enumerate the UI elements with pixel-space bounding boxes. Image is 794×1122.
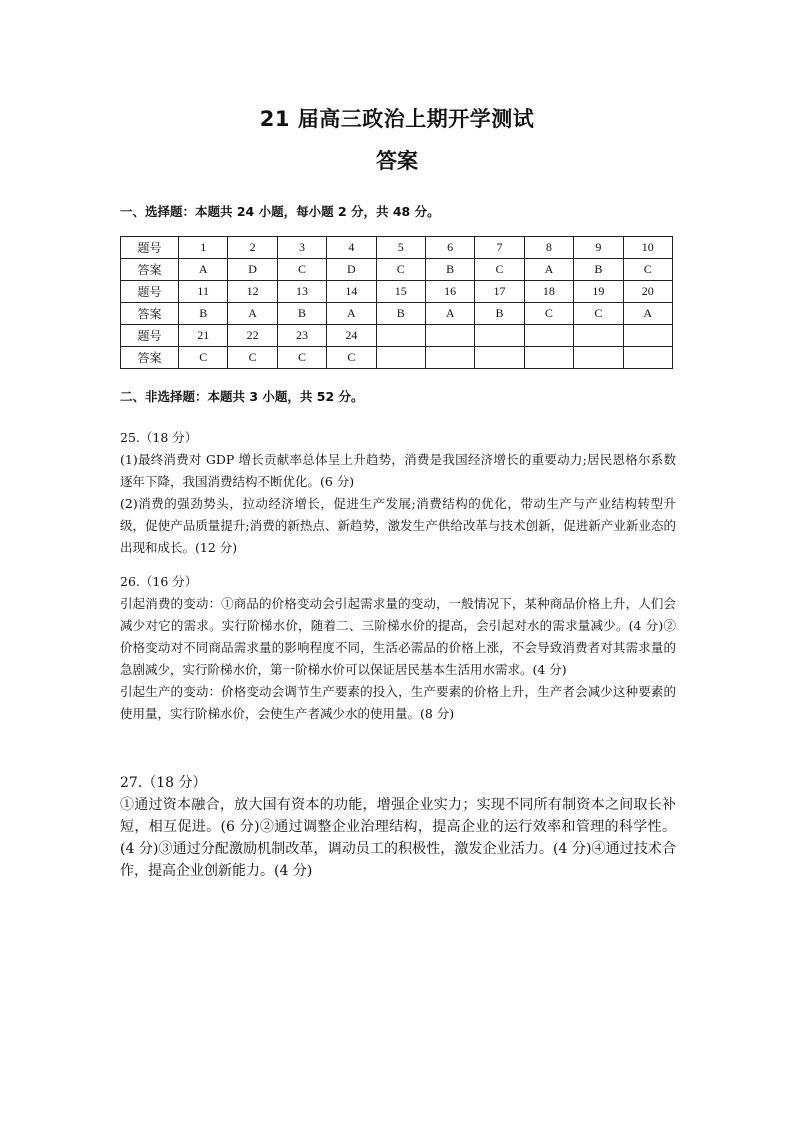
answer-table-cell [524, 325, 573, 347]
answer-table-cell: 4 [327, 237, 376, 259]
answer-table-cell: C [376, 259, 425, 281]
answer-table-row [121, 303, 673, 325]
answer-table-cell: 19 [574, 281, 623, 303]
answer-table-cell: C [524, 303, 573, 325]
answer-table-cell: D [327, 259, 376, 281]
answer-table-row-label: 答案 [121, 259, 179, 281]
answer-table-cell [475, 347, 524, 369]
answer-table-cell: A [228, 303, 277, 325]
question-27-answer: ①通过资本融合，放大国有资本的功能，增强企业实力；实现不同所有制资本之间取长补短，相互促进。(6 分)②通过调整企业治理结构，提高企业的运行效率和管理的科学性。(4 分)③通过分配激励机制改革，调动员工的积极性，激发企业活力。(4 分)④通过技术合作，提高企业创新能力。(4 分) [120, 797, 676, 879]
answer-table-cell: 21 [179, 325, 228, 347]
answer-table-row [121, 237, 673, 259]
answer-table-cell [574, 325, 623, 347]
section-2-heading: 二、非选择题：本题共 3 小题，共 52 分。 [120, 389, 364, 404]
answer-table-cell [425, 325, 474, 347]
answer-table-cell: 12 [228, 281, 277, 303]
answer-table [120, 236, 673, 369]
answer-table-row-label: 答案 [121, 303, 179, 325]
answer-table-cell: A [623, 303, 672, 325]
answer-table-cell: A [179, 259, 228, 281]
answer-table-cell: C [179, 347, 228, 369]
answer-table-cell: B [574, 259, 623, 281]
answer-table-cell: 14 [327, 281, 376, 303]
answer-table-cell: B [376, 303, 425, 325]
answer-table-cell: 15 [376, 281, 425, 303]
answer-table-row [121, 347, 673, 369]
question-25-part-2: (2)消费的强劲势头，拉动经济增长，促进生产发展;消费结构的优化，带动生产与产业结构转型升级，促使产品质量提升;消费的新热点、新趋势，激发生产供给改革与技术创新，促进新产业新业态的出现和成长。(12 分) [120, 496, 676, 555]
answer-table-cell: C [574, 303, 623, 325]
section-1-heading: 一、选择题：本题共 24 小题，每小题 2 分，共 48 分。 [120, 204, 440, 219]
answer-table-row-label: 题号 [121, 325, 179, 347]
answer-table-cell: C [623, 259, 672, 281]
answer-table-cell: B [425, 259, 474, 281]
answer-table-cell: 3 [277, 237, 326, 259]
answer-table-row-label: 题号 [121, 281, 179, 303]
answer-table-cell [376, 347, 425, 369]
answer-table-cell [524, 347, 573, 369]
answer-table-cell: 2 [228, 237, 277, 259]
answer-table-cell: B [179, 303, 228, 325]
question-26 [120, 571, 676, 725]
answer-table-cell: A [524, 259, 573, 281]
page-title: 21 届高三政治上期开学测试 [259, 107, 535, 131]
answer-table-cell: C [277, 347, 326, 369]
answer-table-cell: D [228, 259, 277, 281]
answer-table-row [121, 325, 673, 347]
answer-table-row-label: 答案 [121, 347, 179, 369]
answer-table-cell: 13 [277, 281, 326, 303]
question-27-number: 27.（18 分） [120, 775, 207, 791]
answer-table-cell: 20 [623, 281, 672, 303]
answer-table-cell: 7 [475, 237, 524, 259]
answer-table-cell [623, 325, 672, 347]
answer-table-cell: C [228, 347, 277, 369]
answer-table-cell [574, 347, 623, 369]
question-25-number: 25.（18 分） [120, 430, 198, 445]
answer-table-cell: 23 [277, 325, 326, 347]
answer-table-cell: C [327, 347, 376, 369]
answer-table-cell: 17 [475, 281, 524, 303]
answer-table-cell: A [327, 303, 376, 325]
answer-table-cell: 5 [376, 237, 425, 259]
answer-table-row [121, 259, 673, 281]
answer-table-cell: 9 [574, 237, 623, 259]
answer-table-cell: 16 [425, 281, 474, 303]
answer-table-cell: 8 [524, 237, 573, 259]
question-26-part-2: 引起生产的变动：价格变动会调节生产要素的投入，生产要素的价格上升，生产者会减少这种要素的使用量，实行阶梯水价，会使生产者减少水的使用量。(8 分) [120, 684, 676, 721]
answer-table-cell: C [277, 259, 326, 281]
answer-table-cell: 6 [425, 237, 474, 259]
answer-table-cell: 24 [327, 325, 376, 347]
answer-table-cell: B [277, 303, 326, 325]
answer-table-cell: 11 [179, 281, 228, 303]
answer-table-cell [376, 325, 425, 347]
question-26-part-1: 引起消费的变动：①商品的价格变动会引起需求量的变动，一般情况下，某种商品价格上升，人们会减少对它的需求。实行阶梯水价，随着二、三阶梯水价的提高，会引起对水的需求量减少。(4 分)②价格变动对不同商品需求量的影响程度不同，生活必需品的价格上涨，不会导致消费者对其需求量的急剧减少，实行阶梯水价，第一阶梯水价可以保证居民基本生活用水需求。(4 分) [120, 596, 676, 677]
answer-table-row-label: 题号 [121, 237, 179, 259]
answer-table-cell: 22 [228, 325, 277, 347]
question-25 [120, 427, 676, 559]
answer-table-cell: B [475, 303, 524, 325]
question-27 [120, 772, 676, 882]
answer-table-cell [475, 325, 524, 347]
answer-table-cell: A [425, 303, 474, 325]
question-25-part-1: (1)最终消费对 GDP 增长贡献率总体呈上升趋势，消费是我国经济增长的重要动力;居民恩格尔系数逐年下降，我国消费结构不断优化。(6 分) [120, 452, 676, 489]
answer-table-cell: 1 [179, 237, 228, 259]
answer-table-cell: C [475, 259, 524, 281]
answer-table-row [121, 281, 673, 303]
page-subtitle: 答案 [376, 149, 418, 173]
answer-table-cell [425, 347, 474, 369]
answer-table-cell: 10 [623, 237, 672, 259]
answer-table-cell: 18 [524, 281, 573, 303]
answer-table-cell [623, 347, 672, 369]
question-26-number: 26.（16 分） [120, 574, 198, 589]
